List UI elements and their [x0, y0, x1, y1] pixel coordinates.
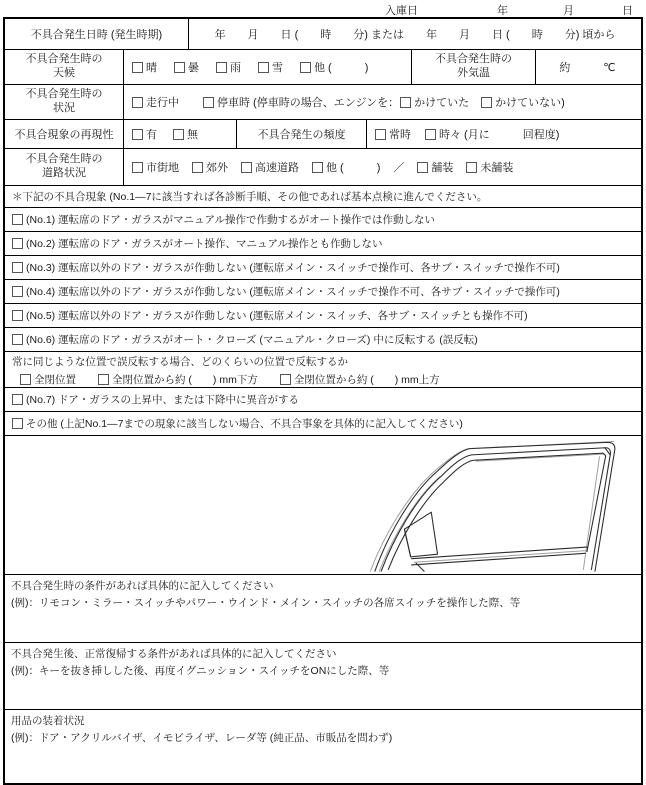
checkbox-icon[interactable]: [132, 97, 143, 108]
road-condition-label: 不具合発生時の 道路状況: [5, 149, 124, 185]
checkbox-road-other[interactable]: 他 ( ): [312, 159, 380, 175]
checkbox-icon[interactable]: [417, 162, 428, 173]
recovery-title: 不具合発生後、正常復帰する条件があれば具体的に記入してください: [11, 648, 337, 660]
row-occurrence-datetime: [5, 19, 641, 50]
situation-label: 不具合発生時の 状況: [5, 85, 124, 119]
phenomenon-no7-label: (No.7) ドア・ガラスの上昇中、または下降中に異音がする: [26, 394, 299, 406]
phenomenon-no1-row: [5, 208, 641, 232]
car-door-window-illustration: [315, 437, 637, 573]
checkbox-no6[interactable]: [12, 334, 23, 345]
checkbox-stopped[interactable]: 停車時 (停車時の場合、エンジンを：: [203, 94, 399, 110]
checkbox-no7[interactable]: [12, 394, 23, 405]
row-road-condition: [5, 149, 641, 186]
checkbox-weather-rain[interactable]: 雨: [216, 59, 241, 75]
phenomenon-no7-row: [5, 388, 641, 412]
checkbox-icon[interactable]: [192, 162, 203, 173]
phenomenon-other-label: その他 (上記No.1—7までの現象に該当しない場合、不具合事象を具体的に記入してください): [26, 418, 463, 430]
reversal-position-row: [5, 352, 641, 388]
conditions-example: (例)：リモコン・ミラー・スイッチやパワー・ウインド・メイン・スイッチの各席スイッチを操作した際、等: [11, 597, 521, 609]
reversal-options: [12, 372, 641, 387]
checkbox-weather-other[interactable]: 他 ( ): [300, 59, 368, 75]
checkbox-icon[interactable]: [258, 62, 269, 73]
checkbox-engine-off[interactable]: かけていない): [481, 94, 565, 110]
recovery-example: (例)：キーを抜き挿しした後、再度イグニッション・スイッチをONにした際、等: [11, 665, 390, 677]
phenomenon-no4-row: [5, 280, 641, 304]
checkbox-icon[interactable]: [98, 374, 109, 385]
recovery-section[interactable]: [5, 643, 641, 710]
checkbox-weather-snow[interactable]: 雪: [258, 59, 283, 75]
reproducibility-label: 不具合現象の再現性: [5, 120, 124, 148]
row-situation: [5, 85, 641, 120]
weather-label: 不具合発生時の 天候: [5, 50, 124, 84]
checkbox-road-suburb[interactable]: 郊外: [192, 159, 228, 175]
checkbox-freq-always[interactable]: 常時: [375, 126, 411, 142]
checkbox-weather-cloudy[interactable]: 曇: [174, 59, 199, 75]
intake-month-label: 月: [563, 5, 574, 17]
checkbox-road-highway[interactable]: 高速道路: [241, 159, 299, 175]
checkbox-other[interactable]: [12, 418, 23, 429]
checkbox-mm-above[interactable]: 全閉位置から約 ( ) mm上方: [280, 372, 440, 387]
checkbox-icon[interactable]: [20, 374, 31, 385]
row-reproducibility: [5, 120, 641, 149]
phenomenon-no5-row: [5, 304, 641, 328]
situation-options: [124, 85, 641, 119]
reproducibility-options: [124, 120, 237, 148]
checkbox-icon[interactable]: [132, 62, 143, 73]
checkbox-road-unpaved[interactable]: 未舗装: [466, 159, 513, 175]
checkbox-engine-on[interactable]: かけていた: [400, 94, 469, 110]
occurrence-datetime-value[interactable]: 年 月 日 ( 時 分) または 年 月 日 ( 時 分) 頃から: [214, 29, 616, 41]
phenomenon-no1-label: (No.1) 運転席のドア・ガラスがマニュアル操作で作動するがオート操作では作動しない: [26, 214, 436, 226]
checkbox-mm-below[interactable]: 全閉位置から約 ( ) mm下方: [98, 372, 258, 387]
checkbox-icon[interactable]: [466, 162, 477, 173]
frequency-options: [367, 120, 641, 148]
checkbox-icon[interactable]: [132, 162, 143, 173]
checkbox-no5[interactable]: [12, 310, 23, 321]
intake-day-label: 日: [622, 5, 633, 17]
accessories-example: (例)：ドア・アクリルバイザ、イモビライザ、レーダ等 (純正品、市販品を問わず): [11, 732, 393, 744]
checkbox-icon[interactable]: [425, 129, 436, 140]
reversal-question: 常に同じような位置で誤反転する場合、どのくらいの位置で反転するか: [12, 356, 348, 368]
occurrence-datetime-label: 不具合発生日時 (発生時期): [5, 19, 189, 49]
conditions-title: 不具合発生時の条件があれば具体的に記入してください: [11, 580, 274, 592]
accessories-section[interactable]: [5, 710, 641, 783]
outside-temp-value[interactable]: 約 ℃: [559, 62, 616, 74]
checkbox-icon[interactable]: [312, 162, 323, 173]
checkbox-road-paved[interactable]: 舗装: [417, 159, 453, 175]
checkbox-road-city[interactable]: 市街地: [132, 159, 179, 175]
checkbox-fully-closed[interactable]: 全閉位置: [20, 372, 76, 387]
phenomenon-no3-label: (No.3) 運転席以外のドア・ガラスが作動しない (運転席メイン・スイッチで操作可、各サブ・スイッチで操作不可): [26, 262, 560, 274]
checkbox-icon[interactable]: [481, 97, 492, 108]
checkbox-icon[interactable]: [174, 62, 185, 73]
phenomenon-no3-row: [5, 256, 641, 280]
checkbox-repro-yes[interactable]: 有: [132, 126, 157, 142]
checkbox-repro-no[interactable]: 無: [173, 126, 198, 142]
checkbox-no1[interactable]: [12, 214, 23, 225]
checkbox-freq-sometimes[interactable]: 時々 (月に 回程度): [425, 126, 559, 142]
road-separator: ／: [393, 162, 405, 174]
road-condition-options: [124, 149, 641, 185]
weather-options: [124, 50, 412, 84]
checkbox-driving[interactable]: 走行中: [132, 94, 179, 110]
checkbox-icon[interactable]: [203, 97, 214, 108]
row-weather: [5, 50, 641, 85]
checkbox-icon[interactable]: [375, 129, 386, 140]
checkbox-no3[interactable]: [12, 262, 23, 273]
intake-year-label: 年: [497, 5, 508, 17]
checkbox-icon[interactable]: [400, 97, 411, 108]
other-detail-input-area[interactable]: [5, 436, 641, 575]
checkbox-no4[interactable]: [12, 286, 23, 297]
checkbox-icon[interactable]: [300, 62, 311, 73]
malfunction-diagnosis-form: [3, 17, 643, 785]
checkbox-weather-sunny[interactable]: 晴: [132, 59, 157, 75]
phenomenon-no5-label: (No.5) 運転席以外のドア・ガラスが作動しない (運転席メイン・スイッチ、各サブ・スイッチとも操作不可): [26, 310, 528, 322]
accessories-title: 用品の装着状況: [11, 715, 85, 727]
checkbox-icon[interactable]: [216, 62, 227, 73]
phenomenon-no2-row: [5, 232, 641, 256]
phenomenon-no6-row: [5, 328, 641, 352]
conditions-section[interactable]: [5, 575, 641, 643]
checkbox-icon[interactable]: [280, 374, 291, 385]
outside-temp-label: 不具合発生時の 外気温: [412, 50, 536, 84]
intake-date-label: 入庫日: [385, 5, 418, 17]
checkbox-icon[interactable]: [132, 129, 143, 140]
phenomenon-other-row: [5, 412, 641, 436]
phenomenon-no4-label: (No.4) 運転席以外のドア・ガラスが作動しない (運転席メイン・スイッチで操作不可、各サブ・スイッチで操作可): [26, 286, 560, 298]
frequency-label: 不具合発生の頻度: [237, 120, 367, 148]
checkbox-icon[interactable]: [173, 129, 184, 140]
intake-date-line: [0, 0, 646, 17]
phenomenon-no2-label: (No.2) 運転席のドア・ガラスがオート操作、マニュアル操作とも作動しない: [26, 238, 383, 250]
checkbox-icon[interactable]: [241, 162, 252, 173]
instruction-note: ＊下記の不具合現象 (No.1—7に該当すれば各診断手順、その他であれば基本点検に進んでください。: [5, 186, 641, 208]
phenomenon-no6-label: (No.6) 運転席のドア・ガラスがオート・クローズ (マニュアル・クローズ) 中に反転する (誤反転): [26, 334, 478, 346]
checkbox-no2[interactable]: [12, 238, 23, 249]
